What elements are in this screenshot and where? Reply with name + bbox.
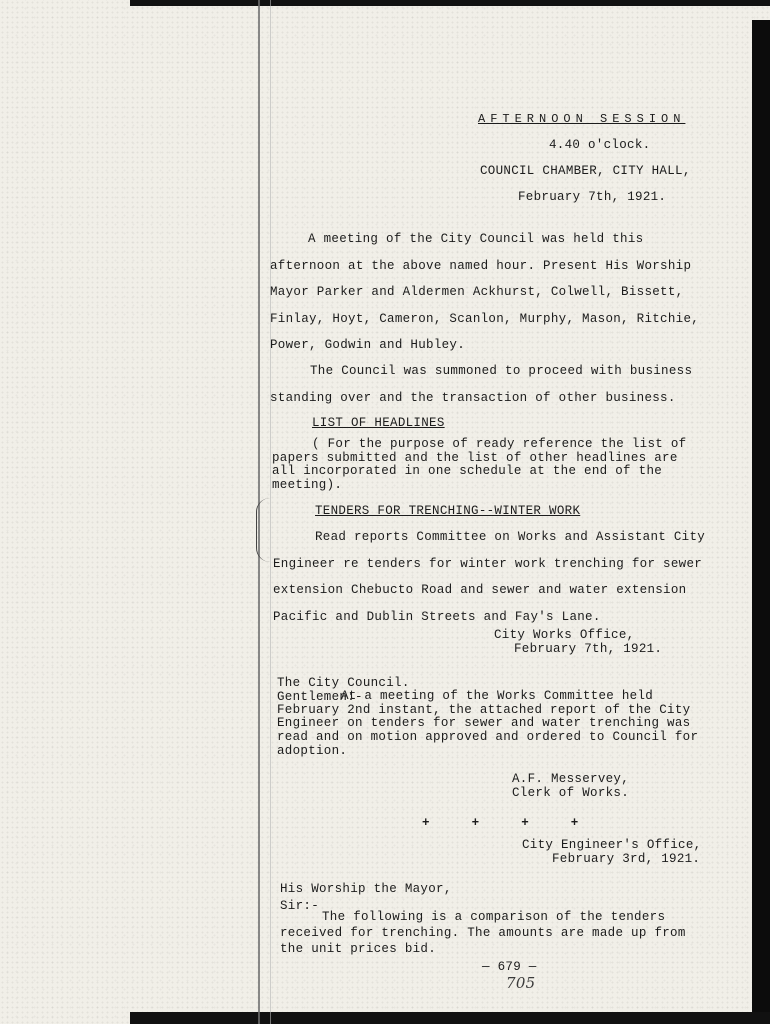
section-separator: + + + +	[422, 816, 579, 830]
letter1-recipient: The City Council.	[277, 676, 410, 690]
letter2-date: February 3rd, 1921.	[552, 852, 701, 866]
session-date: February 7th, 1921.	[518, 190, 667, 204]
headlines-paragraph: ( For the purpose of ready reference the list of papers submitted and the list of other headlines are all incorporated in one schedule at the end of the meeting).	[272, 437, 687, 492]
handwritten-page-number: 705	[506, 974, 536, 992]
letter2-salutation: Sir:-	[280, 899, 320, 913]
letter1-signer-title: Clerk of Works.	[512, 786, 630, 800]
page-number: — 679 —	[482, 960, 537, 974]
tenders-paragraph: Read reports Committee on Works and Assistant City Engineer re tenders for winter work trenching for sewer extension Chebucto Road and sewer and water extension Pacific and Dublin Streets and Fay's Lane.	[273, 530, 706, 624]
margin-bracket-mark	[256, 498, 271, 562]
summoned-paragraph: The Council was summoned to proceed with business standing over and the transaction of other business.	[270, 364, 693, 405]
scan-edge-top	[130, 0, 770, 6]
letter2-recipient: His Worship the Mayor,	[280, 882, 452, 896]
headlines-heading: LIST OF HEADLINES	[312, 416, 445, 430]
scan-edge-right	[752, 20, 770, 1024]
letter1-date: February 7th, 1921.	[514, 642, 663, 656]
session-place: COUNCIL CHAMBER, CITY HALL,	[480, 164, 691, 178]
letter1-body: At a meeting of the Works Committee held February 2nd instant, the attached report of the City Engineer on tenders for sewer and water trenching was read and on motion approved and ordered to Council for adoption.	[277, 689, 699, 758]
tenders-heading: TENDERS FOR TRENCHING--WINTER WORK	[315, 504, 581, 518]
session-title: AFTERNOON SESSION	[478, 112, 686, 126]
session-time: 4.40 o'clock.	[549, 138, 651, 152]
meeting-paragraph: A meeting of the City Council was held this afternoon at the above named hour. Present His Worship Mayor Parker and Aldermen Ackhurst, Colwell, Bissett, Finlay, Hoyt, Cameron, Scanlon, Murphy, Mason, Ritchie, Power, Godwin and Hubley.	[270, 232, 700, 352]
scan-edge-bottom	[130, 1012, 770, 1024]
letter1-signer: A.F. Messervey,	[512, 772, 630, 786]
letter2-office: City Engineer's Office,	[522, 838, 702, 852]
letter1-salutation: Gentlemen:-	[277, 690, 363, 704]
letter2-body: The following is a comparison of the tenders received for trenching. The amounts are made up from the unit prices bid.	[280, 910, 686, 956]
letter1-office: City Works Office,	[494, 628, 635, 642]
